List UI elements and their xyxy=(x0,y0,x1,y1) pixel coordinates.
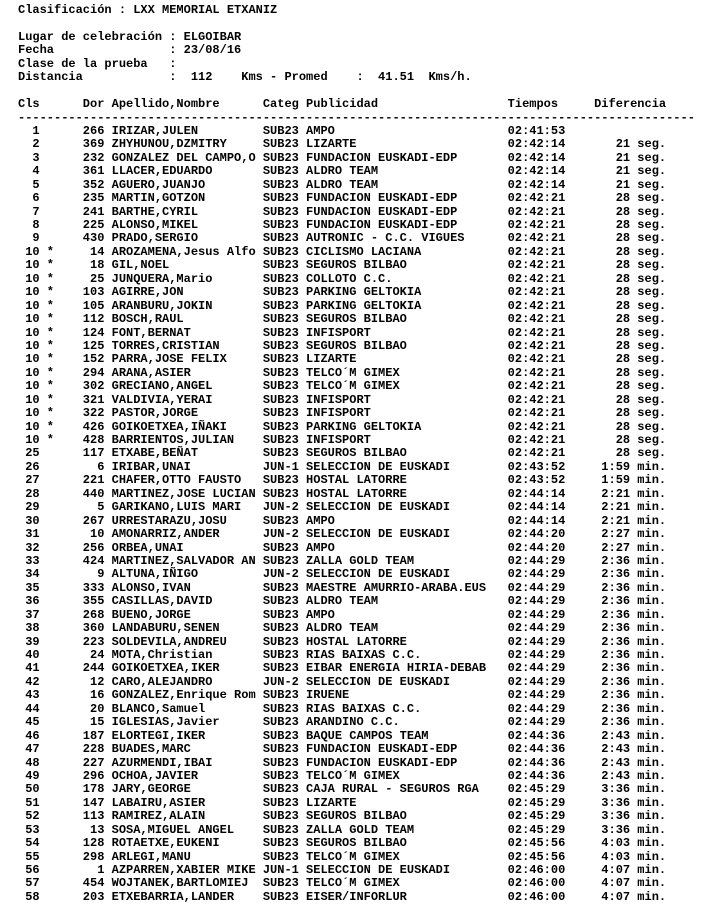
table-row: 25 117 ETXABE,BEÑAT SUB23 SEGUROS BILBAO 02:42:21 28 seg. xyxy=(18,446,667,461)
table-row: 38 360 LANDABURU,SENEN SUB23 ALDRO TEAM 02:44:29 2:36 min. xyxy=(18,621,667,636)
table-row: 10 * 112 BOSCH,RAUL SUB23 SEGUROS BILBAO 02:42:21 28 seg. xyxy=(18,312,667,327)
table-row: 45 15 IGLESIAS,Javier SUB23 ARANDINO C.C. 02:44:29 2:36 min. xyxy=(18,715,667,730)
table-row: 32 256 ORBEA,UNAI SUB23 AMPO 02:44:20 2:27 min. xyxy=(18,540,667,555)
table-row: 10 * 302 GRECIANO,ANGEL SUB23 TELCO´M GIMEX 02:42:21 28 seg. xyxy=(18,379,667,394)
table-row: 51 147 LABAIRU,ASIER SUB23 LIZARTE 02:45:29 3:36 min. xyxy=(18,795,667,810)
table-row: 10 * 152 PARRA,JOSE FELIX SUB23 LIZARTE 02:42:21 28 seg. xyxy=(18,352,667,367)
table-row: 10 * 25 JUNQUERA,Mario SUB23 COLLOTO C.C. 02:42:21 28 seg. xyxy=(18,271,667,286)
column-header-line: Cls Dor Apellido,Nombre Categ Publicidad Tiempos Diferencia xyxy=(18,97,667,112)
table-row: 10 * 124 FONT,BERNAT SUB23 INFISPORT 02:42:21 28 seg. xyxy=(18,325,667,340)
separator-line: ---------------------------------------------------------------------------------------------- xyxy=(18,110,695,125)
blank-line xyxy=(18,85,712,98)
table-row: 4 361 LLACER,EDUARDO SUB23 ALDRO TEAM 02:42:14 21 seg. xyxy=(18,164,667,179)
table-row: 41 244 GOIKOETXEA,IKER SUB23 EIBAR ENERGIA HIRIA-DEBAB 02:44:29 2:36 min. xyxy=(18,661,667,676)
report-title-line: Clasificación : LXX MEMORIAL ETXANIZ xyxy=(18,3,278,17)
table-row: 50 178 JARY,GEORGE SUB23 CAJA RURAL - SEGUROS RGA 02:45:29 3:36 min. xyxy=(18,782,667,797)
table-row: 33 424 MARTINEZ,SALVADOR AN SUB23 ZALLA GOLD TEAM 02:44:29 2:36 min. xyxy=(18,553,667,568)
table-row: 10 * 294 ARANA,ASIER SUB23 TELCO´M GIMEX 02:42:21 28 seg. xyxy=(18,365,667,380)
table-row: 44 20 BLANCO,Samuel SUB23 RIAS BAIXAS C.C. 02:44:29 2:36 min. xyxy=(18,701,667,716)
table-row: 3 232 GONZALEZ DEL CAMPO,O SUB23 FUNDACION EUSKADI-EDP 02:42:14 21 seg. xyxy=(18,150,667,165)
table-row: 46 187 ELORTEGI,IKER SUB23 BAQUE CAMPOS TEAM 02:44:36 2:43 min. xyxy=(18,728,667,743)
table-row: 26 6 IRIBAR,UNAI JUN-1 SELECCION DE EUSKADI 02:43:52 1:59 min. xyxy=(18,459,667,474)
table-row: 52 113 RAMIREZ,ALAIN SUB23 SEGUROS BILBAO 02:45:29 3:36 min. xyxy=(18,809,667,824)
info-line-distancia: Distancia : 112 Kms - Promed : 41.51 Kms/h. xyxy=(18,70,472,85)
table-row: 57 454 WOJTANEK,BARTLOMIEJ SUB23 TELCO´M GIMEX 02:46:00 4:07 min. xyxy=(18,876,667,891)
table-row: 43 16 GONZALEZ,Enrique Rom SUB23 IRUENE 02:44:29 2:36 min. xyxy=(18,688,667,703)
table-row: 42 12 CARO,ALEJANDRO JUN-2 SELECCION DE EUSKADI 02:44:29 2:36 min. xyxy=(18,674,667,689)
table-row: 10 * 14 AROZAMENA,Jesus Alfo SUB23 CICLISMO LACIANA 02:42:21 28 seg. xyxy=(18,244,667,259)
table-row: 35 333 ALONSO,IVAN SUB23 MAESTRE AMURRIO-ARABA.EUS 02:44:29 2:36 min. xyxy=(18,580,667,595)
table-row: 5 352 AGUERO,JUANJO SUB23 ALDRO TEAM 02:42:14 21 seg. xyxy=(18,177,667,192)
info-line-fecha: Fecha : 23/08/16 xyxy=(18,43,242,58)
table-row: 37 268 BUENO,JORGE SUB23 AMPO 02:44:29 2:36 min. xyxy=(18,607,667,622)
table-row: 48 227 AZURMENDI,IBAI SUB23 FUNDACION EUSKADI-EDP 02:44:36 2:43 min. xyxy=(18,755,667,770)
table-row: 53 13 SOSA,MIGUEL ANGEL SUB23 ZALLA GOLD TEAM 02:45:29 3:36 min. xyxy=(18,822,667,837)
table-row: 34 9 ALTUNA,IÑIGO JUN-2 SELECCION DE EUSKADI 02:44:29 2:36 min. xyxy=(18,567,667,582)
info-line-clase: Clase de la prueba : xyxy=(18,56,184,71)
table-row: 31 10 AMONARRIZ,ANDER JUN-2 SELECCION DE EUSKADI 02:44:20 2:27 min. xyxy=(18,527,667,542)
results-table xyxy=(18,125,712,904)
table-row: 9 430 PRADO,SERGIO SUB23 AUTRONIC - C.C. VIGUES 02:42:21 28 seg. xyxy=(18,231,667,246)
info-line-lugar: Lugar de celebración : ELGOIBAR xyxy=(18,29,242,44)
table-row: 40 24 MOTA,Christian SUB23 RIAS BAIXAS C.C. 02:44:29 2:36 min. xyxy=(18,648,667,662)
table-row: 30 267 URRESTARAZU,JOSU SUB23 AMPO 02:44:14 2:21 min. xyxy=(18,513,667,528)
table-row: 58 203 ETXEBARRIA,LANDER SUB23 EISER/INFORLUR 02:46:00 4:07 min. xyxy=(18,889,667,904)
table-row: 29 5 GARIKANO,LUIS MARI JUN-2 SELECCION DE EUSKADI 02:44:14 2:21 min. xyxy=(18,500,667,515)
table-row: 7 241 BARTHE,CYRIL SUB23 FUNDACION EUSKADI-EDP 02:42:21 28 seg. xyxy=(18,204,667,219)
table-row: 28 440 MARTINEZ,JOSE LUCIAN SUB23 HOSTAL LATORRE 02:44:14 2:21 min. xyxy=(18,486,667,501)
table-row: 10 * 426 GOIKOETXEA,IÑAKI SUB23 PARKING GELTOKIA 02:42:21 28 seg. xyxy=(18,419,667,434)
table-row: 1 266 IRIZAR,JULEN SUB23 AMPO 02:41:53 xyxy=(18,123,667,138)
table-row: 10 * 125 TORRES,CRISTIAN SUB23 SEGUROS BILBAO 02:42:21 28 seg. xyxy=(18,338,667,353)
table-row: 36 355 CASILLAS,DAVID SUB23 ALDRO TEAM 02:44:29 2:36 min. xyxy=(18,594,667,609)
table-row: 54 128 ROTAETXE,EUKENI SUB23 SEGUROS BILBAO 02:45:56 4:03 min. xyxy=(18,836,667,851)
table-row: 10 * 105 ARANBURU,JOKIN SUB23 PARKING GELTOKIA 02:42:21 28 seg. xyxy=(18,298,667,313)
table-row: 56 1 AZPARREN,XABIER MIKE JUN-1 SELECCION DE EUSKADI 02:46:00 4:07 min. xyxy=(18,863,667,877)
table-row: 2 369 ZHYHUNOU,DZMITRY SUB23 LIZARTE 02:42:14 21 seg. xyxy=(18,137,667,152)
table-row: 10 * 321 VALDIVIA,YERAI SUB23 INFISPORT 02:42:21 28 seg. xyxy=(18,392,667,407)
table-row: 10 * 322 PASTOR,JORGE SUB23 INFISPORT 02:42:21 28 seg. xyxy=(18,406,667,421)
table-row: 39 223 SOLDEVILA,ANDREU SUB23 HOSTAL LATORRE 02:44:29 2:36 min. xyxy=(18,634,667,649)
table-row: 27 221 CHAFER,OTTO FAUSTO SUB23 HOSTAL LATORRE 02:43:52 1:59 min. xyxy=(18,473,667,488)
blank-line xyxy=(18,17,712,30)
table-row: 47 228 BUADES,MARC SUB23 FUNDACION EUSKADI-EDP 02:44:36 2:43 min. xyxy=(18,742,667,757)
table-row: 10 * 18 GIL,NOEL SUB23 SEGUROS BILBAO 02:42:21 28 seg. xyxy=(18,258,667,273)
table-row: 8 225 ALONSO,MIKEL SUB23 FUNDACION EUSKADI-EDP 02:42:21 28 seg. xyxy=(18,218,667,232)
table-row: 55 298 ARLEGI,MANU SUB23 TELCO´M GIMEX 02:45:56 4:03 min. xyxy=(18,849,667,864)
table-row: 10 * 428 BARRIENTOS,JULIAN SUB23 INFISPORT 02:42:21 28 seg. xyxy=(18,433,667,447)
table-row: 6 235 MARTIN,GOTZON SUB23 FUNDACION EUSKADI-EDP 02:42:21 28 seg. xyxy=(18,191,667,206)
table-row: 49 296 OCHOA,JAVIER SUB23 TELCO´M GIMEX 02:44:36 2:43 min. xyxy=(18,768,667,783)
table-row: 10 * 103 AGIRRE,JON SUB23 PARKING GELTOKIA 02:42:21 28 seg. xyxy=(18,285,667,300)
